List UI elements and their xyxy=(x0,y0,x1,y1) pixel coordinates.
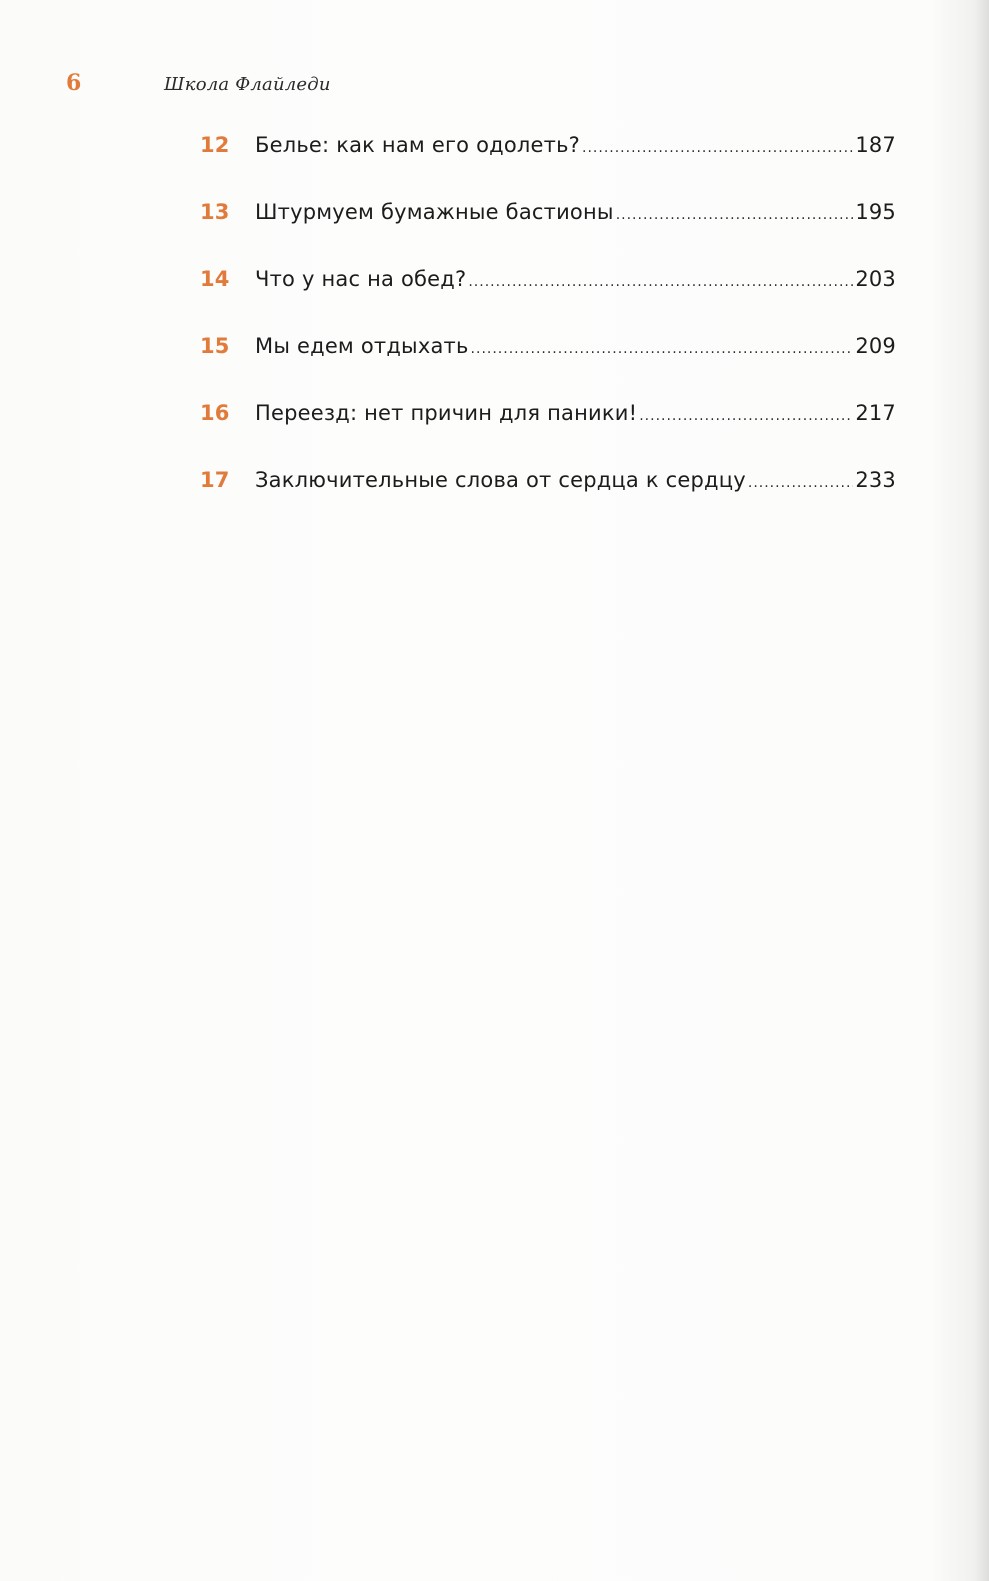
chapter-page-ref: 187 xyxy=(855,133,896,157)
page-edge-shadow xyxy=(975,0,989,1581)
dot-leader xyxy=(616,207,854,223)
running-title: Школа Флайледи xyxy=(164,74,331,95)
dot-leader xyxy=(748,475,853,491)
chapter-page-ref: 209 xyxy=(855,334,896,358)
chapter-number: 17 xyxy=(200,468,230,492)
toc-entry xyxy=(200,200,896,267)
dot-leader xyxy=(471,341,854,357)
chapter-title: Переезд: нет причин для паники! xyxy=(255,401,638,425)
table-of-contents xyxy=(200,133,896,535)
toc-entry xyxy=(200,267,896,334)
toc-entry xyxy=(200,468,896,535)
chapter-page-ref: 233 xyxy=(855,468,896,492)
chapter-number: 16 xyxy=(200,401,230,425)
toc-entry xyxy=(200,334,896,401)
chapter-page-ref: 195 xyxy=(855,200,896,224)
chapter-title: Заключительные слова от сердца к сердцу xyxy=(255,468,746,492)
toc-entry xyxy=(200,401,896,468)
chapter-page-ref: 203 xyxy=(855,267,896,291)
chapter-number: 12 xyxy=(200,133,230,157)
dot-leader xyxy=(639,408,853,424)
chapter-title: Белье: как нам его одолеть? xyxy=(255,133,581,157)
dot-leader xyxy=(582,140,853,156)
chapter-page-ref: 217 xyxy=(855,401,896,425)
chapter-title: Что у нас на обед? xyxy=(255,267,467,291)
chapter-number: 14 xyxy=(200,267,230,291)
chapter-title: Мы едем отдыхать xyxy=(255,334,469,358)
chapter-number: 13 xyxy=(200,200,230,224)
page-number: 6 xyxy=(66,70,82,96)
chapter-title: Штурмуем бумажные бастионы xyxy=(255,200,614,224)
page-header xyxy=(66,70,331,100)
chapter-number: 15 xyxy=(200,334,230,358)
toc-entry xyxy=(200,133,896,200)
dot-leader xyxy=(468,274,853,290)
